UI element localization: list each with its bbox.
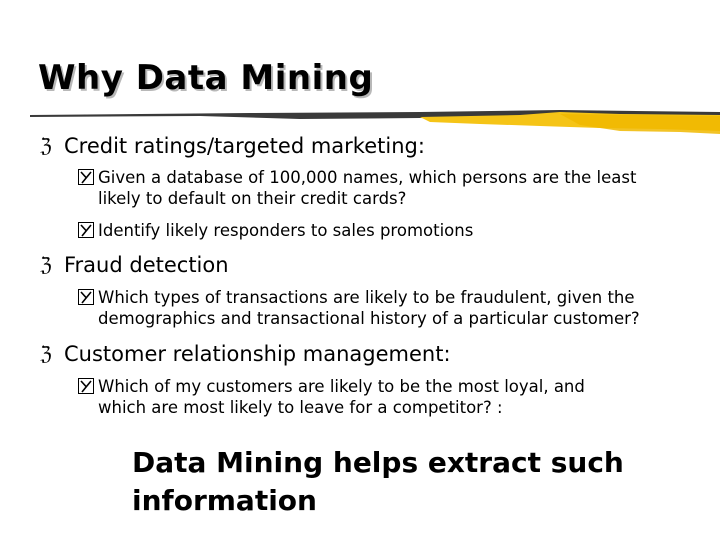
bullet-text: Fraud detection (64, 253, 229, 277)
sub-bullet-fraud-transactions (78, 287, 640, 329)
callout-statement: Data Mining helps extract such information (132, 446, 624, 517)
y-box-bullet-icon (78, 378, 94, 394)
bullet-fraud-detection (40, 252, 229, 278)
z-bullet-icon: ℨ (40, 254, 52, 276)
sub-bullet-text: Identify likely responders to sales promotions (98, 221, 474, 240)
slide-title: Why Data Mining (38, 58, 374, 98)
sub-bullet-loyal-customers (78, 376, 585, 418)
bullet-crm (40, 341, 451, 367)
bullet-text: Customer relationship management: (64, 342, 451, 366)
sub-bullet-default-credit (78, 167, 636, 209)
sub-bullet-text: Given a database of 100,000 names, which persons are the least likely to default on their credit cards? (98, 168, 637, 208)
y-box-bullet-icon (78, 169, 94, 185)
y-box-bullet-icon (78, 222, 94, 238)
z-bullet-icon: ℨ (40, 343, 52, 365)
y-box-bullet-icon (78, 289, 94, 305)
bullet-text: Credit ratings/targeted marketing: (64, 134, 425, 158)
sub-bullet-text: Which of my customers are likely to be the most loyal, and which are most likely to leave for a competitor? : (98, 377, 585, 417)
sub-bullet-text: Which types of transactions are likely to be fraudulent, given the demographics and transactional history of a particular customer? (98, 288, 640, 328)
z-bullet-icon: ℨ (40, 135, 52, 157)
sub-bullet-responders (78, 220, 473, 241)
bullet-credit-ratings (40, 133, 425, 159)
